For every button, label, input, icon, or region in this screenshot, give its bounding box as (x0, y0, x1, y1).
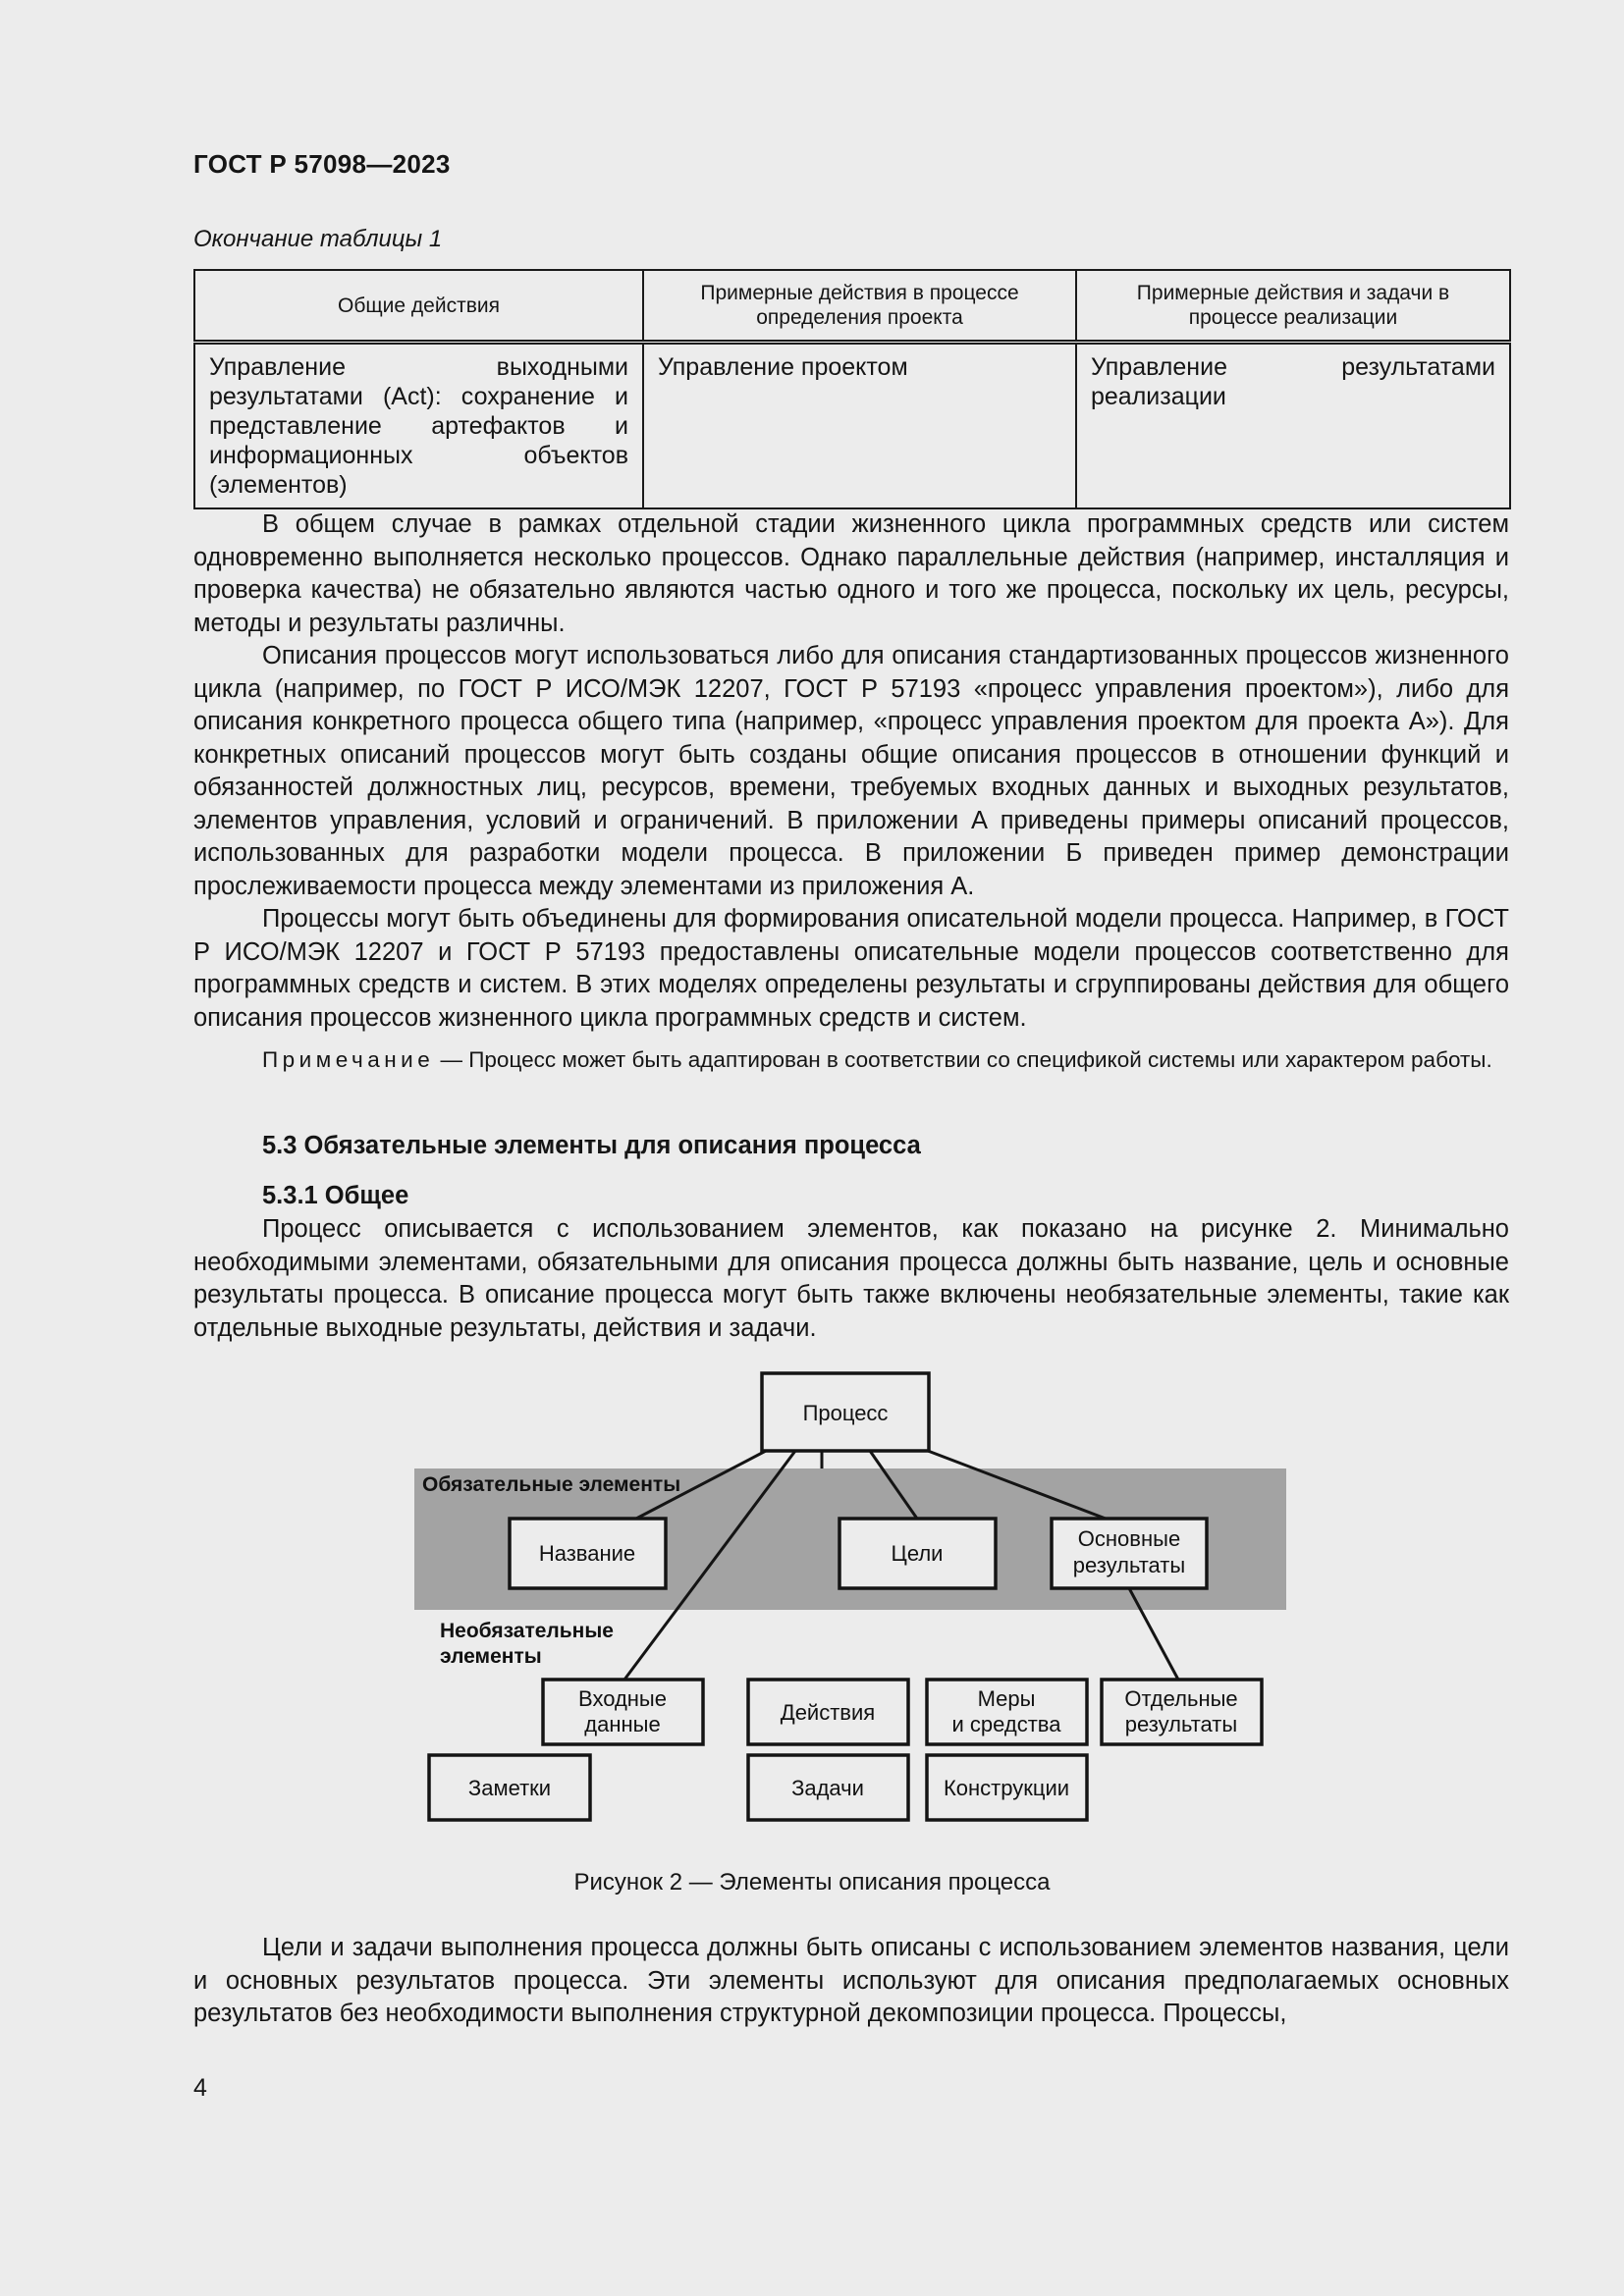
note (193, 1044, 1509, 1076)
box-notes-label: Заметки (467, 1776, 552, 1800)
table-header-cell: Общие действия (194, 270, 643, 343)
paragraph: Цели и задачи выполнения процесса должны быть описаны с использованием элементов названия, цели и основных результатов процесса. Эти элементы используют для описания предполагаемых основных результатов без необходимости выполнения структурной декомпозиции процесса. Процессы, (193, 1934, 1509, 2027)
table-cell: Управление проектом (643, 343, 1076, 509)
note-dash: — (434, 1047, 469, 1072)
optional-label: Необязательные (440, 1620, 614, 1642)
body-text-bottom (193, 1932, 1509, 2031)
paragraph: В общем случае в рамках отдельной стадии жизненного цикла программных средств или систем одновременно выполняется несколько процессов. Однако параллельные действия (например, инсталляция и проверка качества) не обязательно являются частью одного и того же процесса, поскольку их цель, ресурсы, методы и результаты различны. (193, 510, 1509, 637)
optional-label: элементы (440, 1645, 542, 1668)
box-process-label: Процесс (802, 1401, 889, 1425)
paragraph: Процесс описывается с использованием элементов, как показано на рисунке 2. Минимально необходимыми элементами, обязательными для описания процесса должны быть название, цель и основные результаты процесса. В описание процесса могут быть также включены необязательные элементы, такие как отдельные выходные результаты, действия и задачи. (193, 1215, 1509, 1342)
document-header: ГОСТ Р 57098—2023 (193, 149, 451, 179)
body-text-subsection (193, 1213, 1509, 1345)
table-row (194, 343, 1510, 509)
table-cell: Управление результатами реализации (1076, 343, 1510, 509)
table-caption: Окончание таблицы 1 (193, 226, 443, 252)
table-cell: Управление выходными результатами (Act): сохранение и представление артефактов и информационных объектов (элементов) (194, 343, 643, 509)
mandatory-label: Обязательные элементы (422, 1473, 681, 1496)
box-measures-label: Меры (977, 1686, 1036, 1711)
box-main-results-label: Основные (1077, 1526, 1181, 1551)
table-header-row (194, 270, 1510, 343)
table-header-cell: Примерные действия в процессе определения проекта (643, 270, 1076, 343)
box-actions-label: Действия (780, 1700, 876, 1725)
table-header-cell: Примерные действия и задачи в процессе реализации (1076, 270, 1510, 343)
note-label: Примечание (262, 1047, 435, 1072)
box-constructs-label: Конструкции (943, 1776, 1070, 1800)
subsection-title: 5.3.1 Общее (262, 1182, 409, 1209)
box-goals-label: Цели (891, 1541, 944, 1566)
paragraph: Описания процессов могут использоваться либо для описания стандартизованных процессов жизненного цикла (например, по ГОСТ Р ИСО/МЭК 12207, ГОСТ Р 57193 «процесс управления проектом»), либо для описания конкретного процесса общего типа (например, «процесс управления проектом для проекта А»). Для конкретных описаний процессов могут быть созданы общие описания процессов в отношении функций и обязанностей должностных лиц, ресурсов, времени, требуемых входных данных и выходных результатов, элементов управления, условий и ограничений. В приложении А приведены примеры описаний процессов, использованных для разработки модели процесса. В приложении Б приведен пример демонстрации прослеживаемости процесса между элементами из приложения А. (193, 642, 1509, 900)
note-text: Процесс может быть адаптирован в соответствии со спецификой системы или характером работы. (468, 1047, 1492, 1072)
box-inputs-label: Входные (578, 1686, 667, 1711)
box-measures-label: и средства (951, 1712, 1061, 1736)
box-separate-results-label: результаты (1124, 1712, 1238, 1736)
box-separate-results-label: Отдельные (1124, 1686, 1238, 1711)
box-main-results-label: результаты (1072, 1553, 1186, 1577)
paragraph: Процессы могут быть объединены для формирования описательной модели процесса. Например, в ГОСТ Р ИСО/МЭК 12207 и ГОСТ Р 57193 предоставлены описательные модели процессов соответственно для программных средств и систем. В этих моделях определены результаты и сгруппированы действия для общего описания процессов жизненного цикла программных средств и систем. (193, 905, 1509, 1032)
section-title: 5.3 Обязательные элементы для описания процесса (262, 1132, 921, 1159)
table-1 (193, 269, 1511, 509)
box-inputs-label: данные (584, 1712, 661, 1736)
body-text-top (193, 508, 1509, 1035)
figure-caption: Рисунок 2 — Элементы описания процесса (573, 1869, 1051, 1896)
box-name-label: Название (538, 1541, 636, 1566)
page-number: 4 (193, 2074, 207, 2102)
box-tasks-label: Задачи (791, 1776, 864, 1800)
